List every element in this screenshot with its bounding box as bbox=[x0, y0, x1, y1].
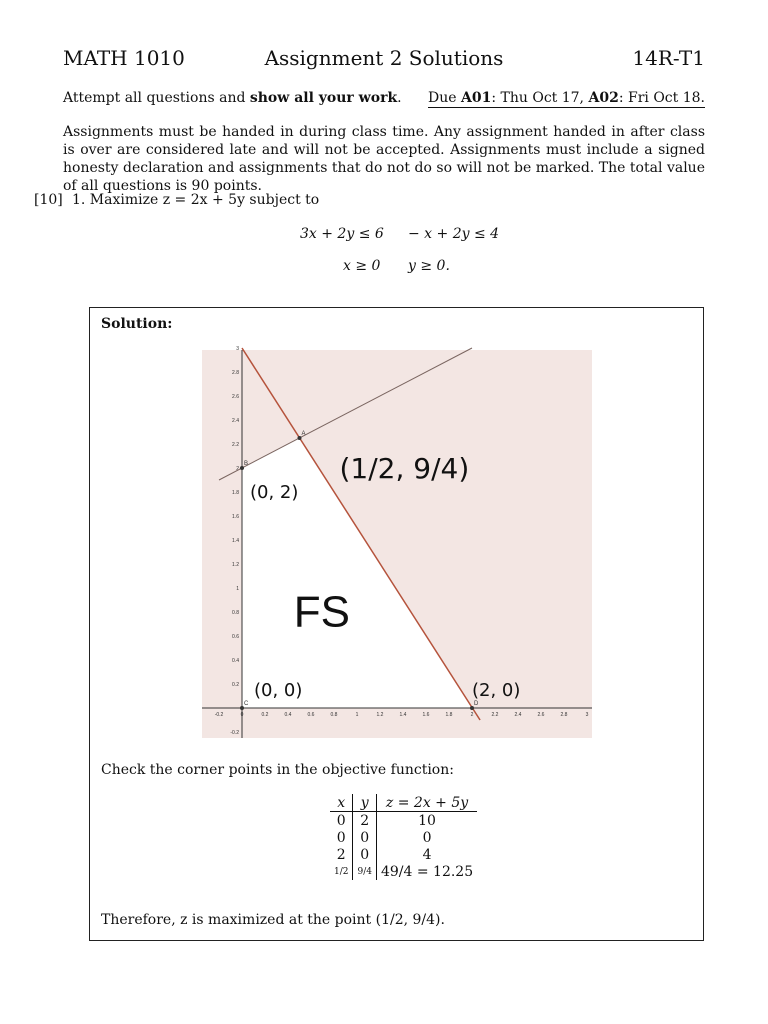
page-header bbox=[63, 46, 705, 74]
x-tick-label: 0.8 bbox=[330, 712, 338, 718]
y-tick-label: 0.4 bbox=[232, 658, 239, 664]
cell-y: 2 bbox=[353, 812, 376, 830]
due-date-a02: : Fri Oct 18. bbox=[618, 90, 705, 106]
x-tick-label: 2.8 bbox=[560, 712, 568, 718]
conclusion-text: Therefore, z is maximized at the point (1/2, 9/4). bbox=[101, 912, 445, 928]
instructions-lead: Attempt all questions and bbox=[63, 90, 250, 106]
instructions-bold: show all your work bbox=[249, 90, 398, 106]
x-tick-label: 3 bbox=[585, 712, 589, 718]
point-name: C bbox=[244, 701, 249, 707]
course-code: MATH 1010 bbox=[63, 46, 185, 70]
header-z: z = 2x + 5y bbox=[376, 794, 477, 812]
point-name: B bbox=[244, 461, 249, 467]
point-name: A bbox=[301, 431, 306, 437]
x-tick-label: 0.6 bbox=[307, 712, 315, 718]
table-row bbox=[330, 863, 477, 880]
cell-x: 0 bbox=[330, 829, 353, 846]
solution-title: Solution: bbox=[101, 316, 173, 332]
cell-x: 1/2 bbox=[330, 863, 353, 880]
cell-z: 0 bbox=[422, 829, 432, 846]
x-tick-label: -0.2 bbox=[214, 712, 224, 718]
y-tick-label: 2.4 bbox=[232, 418, 239, 424]
x-tick-label: 0.4 bbox=[284, 712, 292, 718]
x-tick-label: 1.6 bbox=[422, 712, 430, 718]
cell-x: 2 bbox=[330, 846, 353, 863]
y-tick-label: 2.2 bbox=[232, 442, 239, 448]
constraint-2: − x + 2y ≤ 4 bbox=[408, 226, 500, 242]
corner-points-table bbox=[330, 794, 477, 880]
header-y: y bbox=[353, 794, 376, 812]
cell-x: 0 bbox=[330, 812, 353, 830]
cell-z: 4 bbox=[422, 846, 432, 863]
feasible-region-label: FS bbox=[293, 587, 350, 637]
due-date-a01: : Thu Oct 17, bbox=[491, 90, 589, 106]
due-dates bbox=[428, 90, 705, 108]
point-label: (1/2, 9/4) bbox=[339, 452, 470, 485]
x-tick-label: 2.4 bbox=[514, 712, 522, 718]
x-tick-label: 0.2 bbox=[261, 712, 269, 718]
y-tick-label: 1.2 bbox=[232, 562, 239, 568]
y-tick-label: 3 bbox=[236, 346, 239, 352]
x-tick-label: 0 bbox=[240, 712, 244, 718]
header-x: x bbox=[330, 794, 353, 812]
point-label: (0, 0) bbox=[254, 680, 303, 701]
question-points: [10] bbox=[34, 192, 63, 208]
cell-y: 9/4 bbox=[353, 863, 376, 880]
y-tick-label: 2.6 bbox=[232, 394, 239, 400]
constraint-3: x ≥ 0 bbox=[343, 258, 381, 274]
x-tick-label: 1.4 bbox=[399, 712, 407, 718]
y-tick-label: 1 bbox=[236, 586, 239, 592]
instructions-line bbox=[63, 90, 705, 106]
x-tick-label: 1 bbox=[355, 712, 359, 718]
constraint-1: 3x + 2y ≤ 6 bbox=[300, 226, 384, 242]
point-label: (0, 2) bbox=[250, 482, 299, 503]
x-tick-label: 2 bbox=[470, 712, 474, 718]
due-section-a01: A01 bbox=[461, 90, 492, 106]
y-tick-label: 0.8 bbox=[232, 610, 239, 616]
due-prefix: Due bbox=[428, 90, 461, 106]
term-code: 14R-T1 bbox=[632, 46, 705, 70]
feasible-region-graph bbox=[202, 346, 592, 738]
y-tick-label: 0.2 bbox=[232, 682, 239, 688]
y-tick-label: -0.2 bbox=[230, 730, 239, 736]
y-tick-label: 2 bbox=[236, 466, 239, 472]
x-tick-label: 1.8 bbox=[445, 712, 453, 718]
page-title: Assignment 2 Solutions bbox=[264, 46, 504, 70]
constraint-4: y ≥ 0. bbox=[408, 258, 450, 274]
y-tick-label: 1.8 bbox=[232, 490, 239, 496]
point-name: D bbox=[474, 701, 479, 707]
cell-y: 0 bbox=[353, 829, 376, 846]
due-section-a02: A02 bbox=[588, 90, 619, 106]
instructions-end: . bbox=[397, 90, 402, 106]
x-tick-label: 2.2 bbox=[491, 712, 499, 718]
cell-z: 10 bbox=[418, 812, 436, 829]
y-tick-label: 2.8 bbox=[232, 370, 239, 376]
table-row bbox=[330, 846, 477, 863]
y-tick-label: 1.6 bbox=[232, 514, 239, 520]
y-tick-label: 0.6 bbox=[232, 634, 239, 640]
y-tick-label: 1.4 bbox=[232, 538, 239, 544]
check-corner-text: Check the corner points in the objective function: bbox=[101, 762, 454, 778]
x-tick-label: 1.2 bbox=[376, 712, 384, 718]
question-text: 1. Maximize z = 2x + 5y subject to bbox=[72, 192, 320, 208]
point-label: (2, 0) bbox=[472, 680, 521, 701]
table-row bbox=[330, 829, 477, 846]
x-tick-label: 2.6 bbox=[537, 712, 545, 718]
cell-y: 0 bbox=[353, 846, 376, 863]
table-row bbox=[330, 812, 477, 830]
cell-z: 49/4 = 12.25 bbox=[380, 863, 474, 880]
rules-paragraph: Assignments must be handed in during class time. Any assignment handed in after class is over are considered late and will not be accepted. Assignments must include a signed honesty declaration and assignments that do not do so will not be marked. The total value of all questions is 90 points. bbox=[63, 124, 705, 194]
